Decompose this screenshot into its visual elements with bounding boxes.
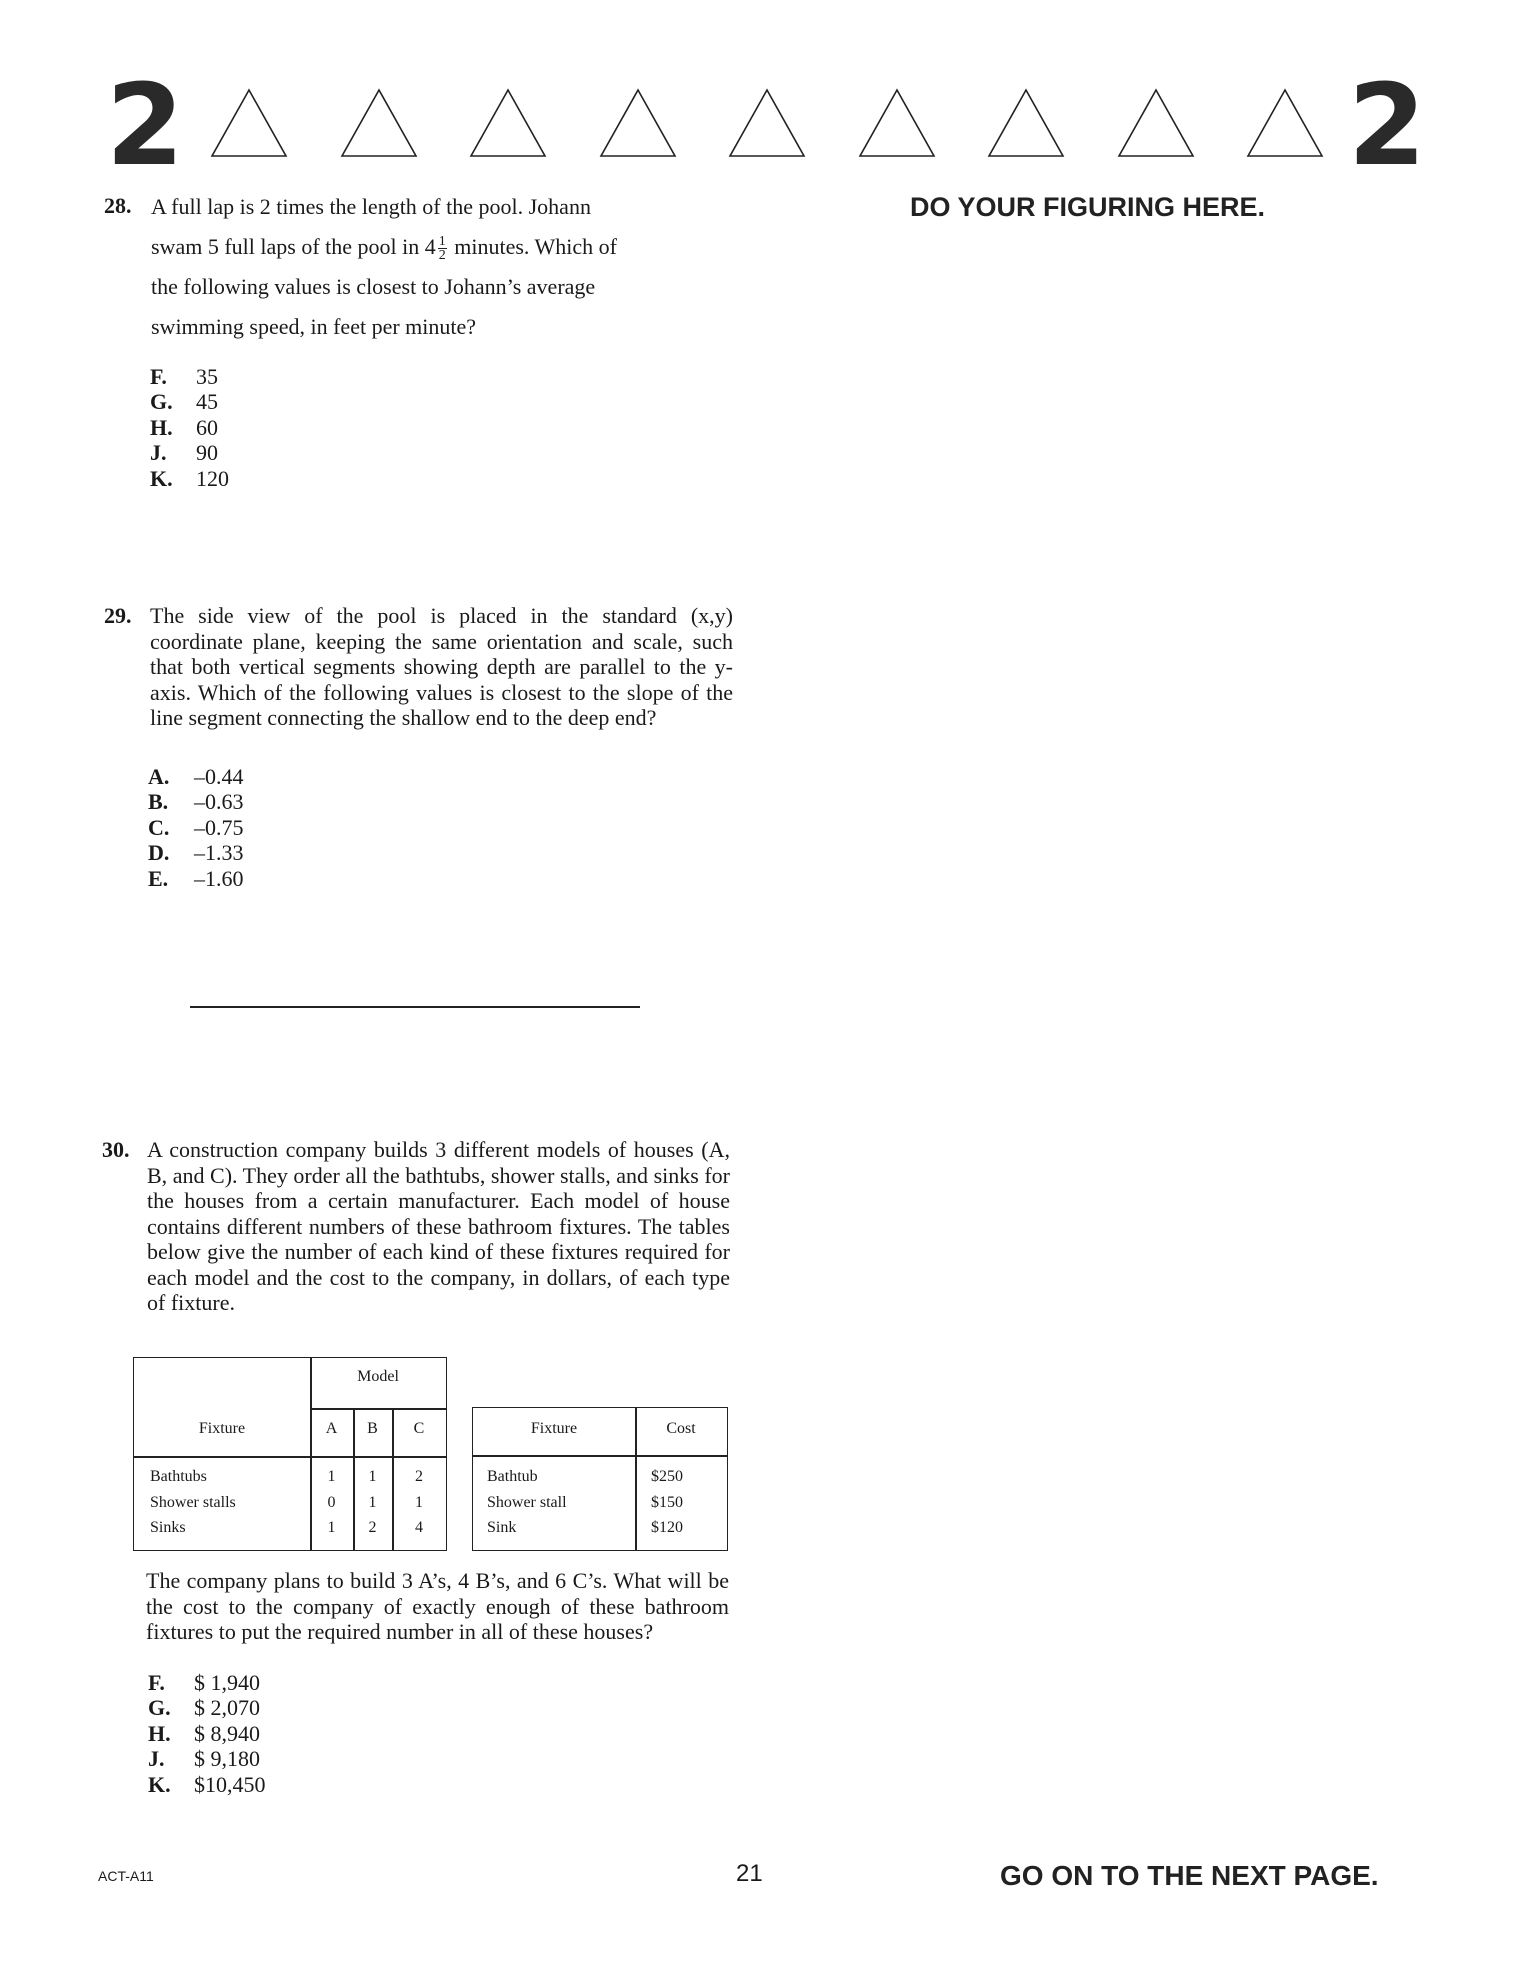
t1-row-fixture: Bathtubs xyxy=(150,1468,207,1485)
answer-value: –1.60 xyxy=(194,865,244,891)
triangle-icon xyxy=(599,88,677,158)
answer-choice xyxy=(150,415,229,440)
q28-fraction xyxy=(438,235,447,262)
t1-c-column xyxy=(392,1464,446,1541)
fixtures-per-model-table xyxy=(133,1357,447,1551)
q28-line2-pre: swam 5 full laps of the pool in 4 xyxy=(151,234,436,259)
answer-value: $ 2,070 xyxy=(194,1695,260,1721)
q28-stem xyxy=(151,187,737,347)
answer-value: –0.44 xyxy=(194,764,244,789)
triangle-icon xyxy=(1117,88,1195,158)
answer-choice xyxy=(150,440,229,465)
answer-letter: J. xyxy=(148,1746,165,1772)
answer-choice xyxy=(148,866,244,891)
answer-value: –0.75 xyxy=(194,814,244,840)
q28-answers xyxy=(150,364,229,491)
q30-answers xyxy=(148,1670,266,1797)
t2-cost-header: Cost xyxy=(666,1420,696,1437)
answer-letter: F. xyxy=(150,364,167,389)
t1-fixture-header: Fixture xyxy=(198,1420,246,1437)
answer-value: $ 8,940 xyxy=(194,1720,260,1746)
page-number: 21 xyxy=(736,1860,763,1887)
t2-row-fixture: Bathtub xyxy=(487,1468,538,1485)
section-number-right: 2 xyxy=(1348,61,1426,191)
t2-fixture-header: Fixture xyxy=(530,1420,578,1437)
t1-cell: 2 xyxy=(368,1519,377,1536)
t1-col-a: A xyxy=(325,1420,338,1437)
answer-letter: G. xyxy=(150,389,173,415)
answer-value: $ 9,180 xyxy=(194,1746,260,1772)
t2-row-cost: $150 xyxy=(651,1493,683,1511)
q29-number: 29. xyxy=(104,603,132,628)
answer-value: 120 xyxy=(196,465,229,491)
triangle-icon xyxy=(340,88,418,158)
answer-letter: K. xyxy=(150,465,173,491)
answer-choice xyxy=(148,1670,266,1695)
answer-value: –1.33 xyxy=(194,840,244,866)
answer-choice xyxy=(148,1695,266,1720)
t1-b-column xyxy=(353,1464,392,1541)
q28-line3: the following values is closest to Johann’s average xyxy=(151,274,596,299)
triangle-icon xyxy=(858,88,936,158)
answer-value: 60 xyxy=(196,414,218,440)
q29-answers xyxy=(148,764,244,891)
answer-choice xyxy=(150,389,229,414)
divider-rule xyxy=(190,1006,640,1008)
t2-row-fixture: Shower stall xyxy=(487,1493,567,1511)
answer-letter: D. xyxy=(148,840,170,866)
t1-cell: 1 xyxy=(327,1519,336,1536)
answer-letter: H. xyxy=(148,1720,171,1746)
answer-choice xyxy=(150,466,229,491)
triangle-icon xyxy=(987,88,1065,158)
figuring-label: DO YOUR FIGURING HERE. xyxy=(910,192,1266,222)
answer-value: 90 xyxy=(196,440,218,466)
triangle-icon xyxy=(210,88,288,158)
answer-letter: H. xyxy=(150,414,173,440)
answer-value: –0.63 xyxy=(194,789,244,815)
answer-value: 45 xyxy=(196,389,218,415)
q28-frac-den: 2 xyxy=(438,248,446,264)
t1-a-column xyxy=(310,1464,353,1541)
triangle-divider xyxy=(210,88,1310,163)
t1-col-c: C xyxy=(413,1420,425,1437)
t2-fixture-column xyxy=(487,1464,567,1541)
q30-stem: A construction company builds 3 different models of houses (A, B, and C). They order all the bathtubs, shower stalls, and sinks for the houses from a certain manufacturer. Each model of house contains different numbers of these bathroom fixtures. The tables below give the number of each kind of these fixtures required for each model and the cost to the company, in dollars, of each type of fixture. xyxy=(147,1137,730,1315)
answer-letter: J. xyxy=(150,440,167,466)
answer-letter: B. xyxy=(148,789,169,815)
answer-letter: F. xyxy=(148,1670,165,1695)
t1-cell: 1 xyxy=(368,1493,377,1511)
answer-choice xyxy=(148,815,244,840)
form-code: ACT-A11 xyxy=(98,1868,154,1884)
t2-row-cost: $120 xyxy=(651,1519,683,1536)
answer-value: $10,450 xyxy=(194,1771,266,1797)
t1-cell: 2 xyxy=(415,1468,423,1485)
fixture-cost-table xyxy=(472,1407,728,1551)
answer-choice xyxy=(148,1721,266,1746)
q30-number: 30. xyxy=(102,1137,130,1162)
section-number-left: 2 xyxy=(106,61,184,191)
t2-row-fixture: Sink xyxy=(487,1519,517,1536)
answer-letter: G. xyxy=(148,1695,171,1721)
triangle-icon xyxy=(728,88,806,158)
go-on-next-page: GO ON TO THE NEXT PAGE. xyxy=(1000,1860,1379,1891)
t2-row-cost: $250 xyxy=(651,1468,683,1485)
answer-value: 35 xyxy=(196,364,218,389)
t1-row-fixture: Shower stalls xyxy=(150,1493,236,1511)
t1-cell: 1 xyxy=(327,1468,336,1485)
triangle-icon xyxy=(1246,88,1324,158)
answer-choice xyxy=(148,840,244,865)
t2-cost-column xyxy=(651,1464,683,1541)
answer-letter: E. xyxy=(148,865,169,891)
model-group-header: Model xyxy=(357,1368,399,1385)
answer-choice xyxy=(148,789,244,814)
q28-frac-num: 1 xyxy=(438,234,446,250)
q28-number: 28. xyxy=(104,193,132,218)
q30-followup: The company plans to build 3 A’s, 4 B’s, and 6 C’s. What will be the cost to the company of exactly enough of these bathroom fixtures to put the required number in all of these houses? xyxy=(146,1568,729,1644)
t1-col-b: B xyxy=(367,1420,378,1437)
q28-line4: swimming speed, in feet per minute? xyxy=(151,314,477,339)
q28-line2-post: minutes. Which of xyxy=(448,234,617,259)
answer-choice xyxy=(148,1772,266,1797)
q29-stem: The side view of the pool is placed in the standard (x,y) coordinate plane, keeping the same orientation and scale, such that both vertical segments showing depth are parallel to the y-axis. Which of the following values is closest to the slope of the line segment connecting the shallow end to the deep end? xyxy=(150,603,733,730)
answer-letter: C. xyxy=(148,814,170,840)
t1-cell: 1 xyxy=(415,1493,423,1511)
answer-choice xyxy=(148,1746,266,1771)
answer-letter: A. xyxy=(148,764,170,789)
t1-cell: 0 xyxy=(327,1493,336,1511)
q28-line1: A full lap is 2 times the length of the pool. Johann xyxy=(151,194,591,219)
q28-line2 xyxy=(151,227,737,267)
t1-fixture-column xyxy=(150,1464,236,1541)
answer-choice xyxy=(148,764,244,789)
t1-cell: 4 xyxy=(415,1519,423,1536)
answer-value: $ 1,940 xyxy=(194,1670,260,1695)
t1-row-fixture: Sinks xyxy=(150,1519,186,1536)
triangle-icon xyxy=(469,88,547,158)
t1-cell: 1 xyxy=(368,1468,377,1485)
answer-letter: K. xyxy=(148,1771,171,1797)
answer-choice xyxy=(150,364,229,389)
